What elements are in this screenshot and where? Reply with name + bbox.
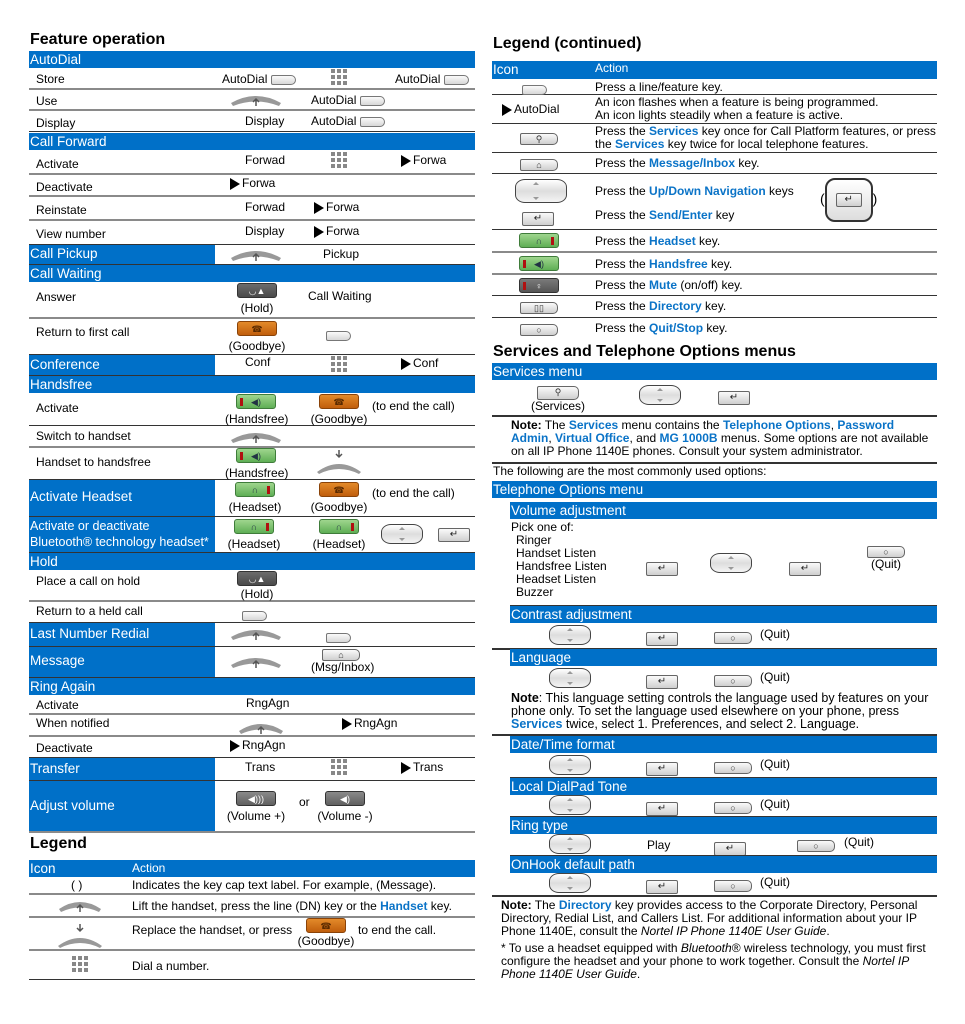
table-row-transfer: Transfer Trans Trans xyxy=(29,758,475,781)
table-row: Reinstate Forwad Forwa xyxy=(29,197,475,221)
line-key-icon xyxy=(444,75,469,85)
handsfree-key-icon: ◀) xyxy=(519,256,559,271)
legend-row: Dial a number. xyxy=(29,951,475,980)
option-headset-listen: Headset Listen xyxy=(516,572,597,586)
hold-key-icon: ◡▲ xyxy=(237,571,277,586)
up-down-navigation-icon xyxy=(549,795,591,815)
section-header-conference: Conference xyxy=(29,355,215,375)
date-time-format-header: Date/Time format xyxy=(510,736,937,753)
message-inbox-key-icon: ⌂ xyxy=(520,159,558,171)
handset-lift-icon xyxy=(229,430,283,444)
headset-key-icon: ∩ xyxy=(519,233,559,248)
table-row: Use AutoDial xyxy=(29,90,475,111)
enter-key-icon: ↵ xyxy=(646,632,678,646)
enter-key-icon: ↵ xyxy=(646,802,678,816)
line-key-icon xyxy=(326,633,351,643)
up-down-navigation-icon xyxy=(515,179,567,203)
quit-stop-key-icon: ○ xyxy=(520,324,558,336)
handset-replace-icon xyxy=(316,450,362,474)
legend-row: ( ) Indicates the key cap text label. For example, (Message). xyxy=(29,877,475,895)
section-header-transfer: Transfer xyxy=(29,758,215,780)
indicator-arrow-icon xyxy=(401,762,411,774)
section-header-bluetooth: Activate or deactivate Bluetooth® technology headset* xyxy=(29,517,215,552)
up-down-navigation-icon xyxy=(549,755,591,775)
legend-row: ▯▯ Press the Directory key. xyxy=(492,296,937,318)
table-row-activate-headset: Activate Headset ∩ (Headset) ☎ (Goodbye) (to end the call) xyxy=(29,480,475,517)
section-header-ring-again: Ring Again xyxy=(29,678,475,695)
dialpad-icon xyxy=(331,759,347,777)
volume-down-key-icon: ◀) xyxy=(325,791,365,806)
indicator-arrow-icon xyxy=(314,226,324,238)
enter-key-icon: ↵ xyxy=(646,762,678,776)
quit-key-icon: ○ xyxy=(797,840,835,852)
enter-key-icon: ↵ xyxy=(789,562,821,576)
table-row: Activate RngAgn xyxy=(29,695,475,715)
enter-key-icon: ↵ xyxy=(714,842,746,856)
dialpad-icon xyxy=(331,152,347,170)
enter-key-icon: ↵ xyxy=(438,528,470,542)
contrast-adjustment-header: Contrast adjustment xyxy=(510,606,937,623)
handset-replace-icon xyxy=(57,924,103,948)
enter-key-icon: ↵ xyxy=(646,880,678,894)
table-row: Store AutoDial AutoDial xyxy=(29,68,475,90)
section-header-hold: Hold xyxy=(29,553,475,570)
goodbye-key-icon: ☎ xyxy=(319,394,359,409)
line-key-icon xyxy=(360,96,385,106)
section-header-last-number-redial: Last Number Redial xyxy=(29,623,215,646)
dialpad-icon xyxy=(331,356,347,374)
indicator-arrow-icon xyxy=(342,718,352,730)
handsfree-key-icon: ◀) xyxy=(236,448,276,463)
up-down-navigation-icon xyxy=(549,834,591,854)
table-row-conference: Conference Conf Conf xyxy=(29,355,475,376)
goodbye-key-icon: ☎ xyxy=(237,321,277,336)
table-row-bluetooth: Activate or deactivate Bluetooth® technology headset* ∩ (Headset) ∩ (Headset) ↵ xyxy=(29,517,475,553)
services-menu-header: Services menu xyxy=(492,363,937,380)
legend-row: ∩ Press the Headset key. xyxy=(492,230,937,253)
enter-key-icon: ↵ xyxy=(646,562,678,576)
table-row: Handset to handsfree ◀) (Handsfree) xyxy=(29,448,475,480)
legend-row: ♀ Press the Mute (on/off) key. xyxy=(492,275,937,296)
enter-key-icon: ↵ xyxy=(522,212,554,226)
quit-key-icon: ○ xyxy=(867,546,905,558)
handset-lift-icon xyxy=(229,93,283,107)
headset-key-icon: ∩ xyxy=(234,519,274,534)
legend-row: AutoDial An icon flashes when a feature is being programmed. An icon lights steadily when a feature is active. xyxy=(492,95,937,124)
line-key-icon xyxy=(522,85,547,95)
section-header-call-pickup: Call Pickup xyxy=(29,245,215,264)
enter-key-icon: ↵ xyxy=(646,675,678,689)
section-header-handsfree: Handsfree xyxy=(29,376,475,393)
table-row: Activate Forwad Forwa xyxy=(29,150,475,175)
table-row: View number Display Forwa xyxy=(29,221,475,245)
legend-title: Legend xyxy=(30,835,87,852)
option-ringer: Ringer xyxy=(516,533,552,547)
legend-row: ○ Press the Quit/Stop key. xyxy=(492,318,937,340)
option-handset-listen: Handset Listen xyxy=(516,546,597,560)
handsfree-key-icon: ◀) xyxy=(236,394,276,409)
onhook-default-path-header: OnHook default path xyxy=(510,855,937,873)
handset-lift-icon xyxy=(57,899,103,913)
handset-lift-icon xyxy=(237,721,285,735)
table-row: Return to a held call xyxy=(29,602,475,623)
services-key-icon: ⚲ xyxy=(520,133,558,145)
up-down-navigation-icon xyxy=(710,553,752,573)
table-row-redial xyxy=(29,623,475,647)
dialpad-icon xyxy=(72,956,88,974)
quit-key-icon: ○ xyxy=(714,880,752,892)
quit-key-icon: ○ xyxy=(714,632,752,644)
up-down-navigation-icon xyxy=(549,668,591,688)
language-header: Language xyxy=(510,649,937,666)
table-row: When notified RngAgn xyxy=(29,715,475,737)
services-key-icon: ⚲ xyxy=(537,386,579,400)
handset-lift-icon xyxy=(229,248,283,262)
services-title: Services and Telephone Options menus xyxy=(493,343,796,360)
table-row: Answer ◡▲ (Hold) Call Waiting xyxy=(29,282,475,319)
line-key-icon xyxy=(360,117,385,127)
goodbye-key-icon: ☎ xyxy=(306,918,346,933)
option-handsfree-listen: Handsfree Listen xyxy=(516,559,607,573)
quit-key-icon: ○ xyxy=(714,762,752,774)
up-down-navigation-icon xyxy=(549,873,591,893)
up-down-navigation-icon xyxy=(639,385,681,405)
message-inbox-key-icon: ⌂ xyxy=(322,649,360,661)
navigation-cluster-icon: ( ↵ ) xyxy=(820,178,877,222)
indicator-arrow-icon xyxy=(401,155,411,167)
section-header-call-forward: Call Forward xyxy=(29,133,475,150)
section-header-message: Message xyxy=(29,647,215,677)
local-dialpad-tone-header: Local DialPad Tone xyxy=(510,777,937,795)
section-header-autodial: AutoDial xyxy=(29,51,475,68)
table-row-adjust-volume: Adjust volume ◀))) (Volume +) or ◀) (Volume -) xyxy=(29,781,475,833)
enter-key-icon: ↵ xyxy=(718,391,750,405)
indicator-arrow-icon xyxy=(401,358,411,370)
legend-row: ⌂ Press the Message/Inbox key. xyxy=(492,153,937,174)
services-note: Note: The Services menu contains the Telephone Options, Password Admin, Virtual Office, and MG 1000B menus. Some options are not available on all IP Phone 1140E phones. Consult your system administrator. xyxy=(511,418,929,458)
section-header-call-waiting: Call Waiting xyxy=(29,265,475,282)
indicator-arrow-icon xyxy=(230,178,240,190)
line-key-icon xyxy=(271,75,296,85)
legend-continued-title: Legend (continued) xyxy=(493,35,642,52)
common-options-text: The following are the most commonly used options: xyxy=(493,464,767,478)
play-text: Play xyxy=(647,838,671,852)
language-note: Note: This language setting controls the language used by features on your phone only. To set the language used elsewhere on your phone, press Services twice, select 1. Preferences, and select 2. Language. xyxy=(511,691,929,731)
table-row: Return to first call ☎ (Goodbye) xyxy=(29,319,475,355)
hold-key-icon: ◡▲ xyxy=(237,283,277,298)
table-row: Place a call on hold ◡▲ (Hold) xyxy=(29,570,475,602)
table-row: Activate ◀) (Handsfree) ☎ (Goodbye) (to end the call) xyxy=(29,393,475,426)
indicator-arrow-icon xyxy=(502,104,512,116)
legend-row: ◀) Press the Handsfree key. xyxy=(492,253,937,275)
headset-key-icon: ∩ xyxy=(235,482,275,497)
mute-key-icon: ♀ xyxy=(519,278,559,293)
directory-note: Note: The Directory key provides access to the Corporate Directory, Personal Directory, Redial List, and Callers List. For additional information about your IP Phone 1140E, consult the Nortel IP Phone 1140E User Guide. xyxy=(501,898,918,938)
handset-lift-icon xyxy=(229,655,283,669)
section-header-adjust-volume: Adjust volume xyxy=(29,781,215,831)
section-header-activate-headset: Activate Headset xyxy=(29,480,215,516)
table-row-call-pickup: Call Pickup Pickup xyxy=(29,245,475,265)
up-down-navigation-icon xyxy=(549,625,591,645)
legend-row: Press a line/feature key. xyxy=(492,79,937,95)
bluetooth-footnote: * To use a headset equipped with Bluetooth® wireless technology, you must first configure the headset and your phone to work together. Consult the Nortel IP Phone 1140E User Guide. xyxy=(501,941,926,981)
legend-row: ⚲ Press the Services key once for Call Platform features, or press the Services key twice for local telephone features. xyxy=(492,124,937,153)
line-key-icon xyxy=(326,331,351,341)
legend-row: Replace the handset, or press ☎ (Goodbye) to end the call. xyxy=(29,918,475,951)
legend-row: Lift the handset, press the line (DN) key or the Handset key. xyxy=(29,895,475,918)
table-row: Switch to handset xyxy=(29,426,475,448)
legend-header: Icon Action xyxy=(29,860,475,877)
table-row: Deactivate Forwa xyxy=(29,175,475,197)
headset-key-icon: ∩ xyxy=(319,519,359,534)
page-title: Feature operation xyxy=(30,31,166,48)
legend-row: ↵ Press the Up/Down Navigation keys Press the Send/Enter key ( ↵ ) xyxy=(492,174,937,230)
table-row: Display Display AutoDial xyxy=(29,111,475,132)
quit-key-icon: ○ xyxy=(714,802,752,814)
indicator-arrow-icon xyxy=(230,740,240,752)
indicator-arrow-icon xyxy=(314,202,324,214)
quit-key-icon: ○ xyxy=(714,675,752,687)
volume-adjustment-header: Volume adjustment xyxy=(510,502,937,519)
volume-options-list: Pick one of: Ringer Handset Listen Handsfree Listen Headset Listen Buzzer xyxy=(511,520,607,599)
volume-up-key-icon: ◀))) xyxy=(236,791,276,806)
option-buzzer: Buzzer xyxy=(516,585,554,599)
up-down-navigation-icon xyxy=(381,524,423,544)
goodbye-key-icon: ☎ xyxy=(319,482,359,497)
line-key-icon xyxy=(242,611,267,621)
directory-key-icon: ▯▯ xyxy=(520,302,558,314)
handset-lift-icon xyxy=(229,627,283,641)
legend-continued-header: Icon Action xyxy=(492,61,937,79)
table-row: Deactivate RngAgn xyxy=(29,737,475,758)
dialpad-icon xyxy=(331,69,347,87)
table-row-message: Message ⌂ (Msg/Inbox) xyxy=(29,647,475,678)
telephone-options-header: Telephone Options menu xyxy=(492,481,937,498)
services-key: ⚲ (Services) xyxy=(530,387,585,413)
ring-type-header: Ring type xyxy=(510,816,937,834)
